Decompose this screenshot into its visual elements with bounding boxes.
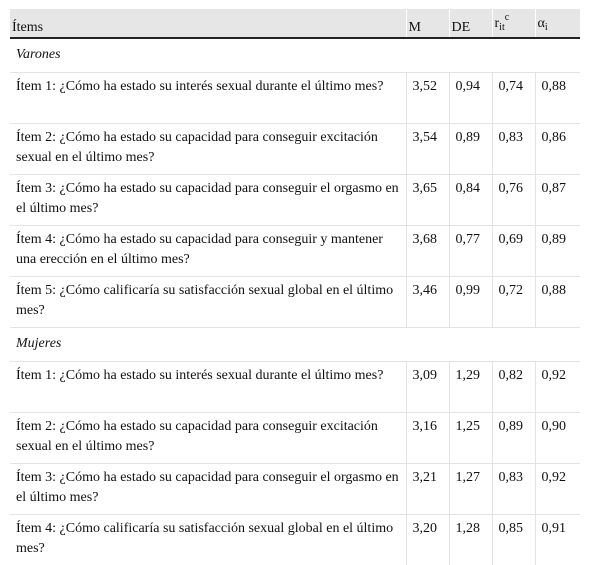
header-rit-base: r [495, 16, 500, 31]
header-m: M [406, 9, 449, 38]
header-row [10, 9, 580, 38]
cell-m: 3,54 [406, 124, 449, 175]
item-text: Ítem 4: ¿Cómo ha estado su capacidad para conseguir y mantener una erección en el último mes? [10, 226, 406, 277]
table-row [10, 277, 580, 328]
cell-m: 3,46 [406, 277, 449, 328]
table-row [10, 413, 580, 464]
table-row [10, 362, 580, 413]
cell-m: 3,65 [406, 175, 449, 226]
header-de: DE [449, 9, 492, 38]
item-text: Ítem 5: ¿Cómo calificaría su satisfacción sexual global en el último mes? [10, 277, 406, 328]
cell-ai: 0,90 [535, 413, 580, 464]
header-rit-sup: c [505, 12, 509, 23]
table-row [10, 73, 580, 124]
section-label: Varones [10, 38, 580, 73]
cell-m: 3,09 [406, 362, 449, 413]
cell-de: 1,28 [449, 515, 492, 565]
header-items: Ítems [10, 9, 406, 38]
section-label: Mujeres [10, 328, 580, 362]
cell-m: 3,21 [406, 464, 449, 515]
item-text: Ítem 2: ¿Cómo ha estado su capacidad para conseguir excitación sexual en el último mes? [10, 124, 406, 175]
cell-de: 0,94 [449, 73, 492, 124]
cell-ai: 0,89 [535, 226, 580, 277]
table-row [10, 464, 580, 515]
item-text: Ítem 1: ¿Cómo ha estado su interés sexual durante el último mes? [10, 362, 406, 413]
cell-ai: 0,92 [535, 362, 580, 413]
cell-m: 3,68 [406, 226, 449, 277]
cell-de: 1,29 [449, 362, 492, 413]
cell-rit: 0,74 [492, 73, 535, 124]
header-ai [535, 9, 580, 38]
header-ai-base: α [538, 16, 545, 31]
table-row [10, 175, 580, 226]
cell-rit: 0,72 [492, 277, 535, 328]
table-row [10, 226, 580, 277]
cell-ai: 0,86 [535, 124, 580, 175]
cell-m: 3,52 [406, 73, 449, 124]
item-text: Ítem 3: ¿Cómo ha estado su capacidad para conseguir el orgasmo en el último mes? [10, 175, 406, 226]
items-table [10, 9, 580, 565]
cell-rit: 0,83 [492, 464, 535, 515]
cell-m: 3,20 [406, 515, 449, 565]
cell-ai: 0,92 [535, 464, 580, 515]
cell-rit: 0,76 [492, 175, 535, 226]
table-row [10, 515, 580, 565]
cell-de: 1,27 [449, 464, 492, 515]
section-row-varones [10, 38, 580, 73]
cell-rit: 0,83 [492, 124, 535, 175]
section-row-mujeres [10, 328, 580, 362]
cell-ai: 0,88 [535, 73, 580, 124]
cell-rit: 0,85 [492, 515, 535, 565]
cell-de: 0,77 [449, 226, 492, 277]
cell-ai: 0,88 [535, 277, 580, 328]
header-ai-sub: i [545, 22, 548, 33]
cell-m: 3,16 [406, 413, 449, 464]
cell-de: 1,25 [449, 413, 492, 464]
cell-de: 0,84 [449, 175, 492, 226]
header-rit-sub: it [499, 22, 505, 33]
item-text: Ítem 1: ¿Cómo ha estado su interés sexual durante el último mes? [10, 73, 406, 124]
item-text: Ítem 3: ¿Cómo ha estado su capacidad para conseguir el orgasmo en el último mes? [10, 464, 406, 515]
cell-rit: 0,82 [492, 362, 535, 413]
cell-ai: 0,91 [535, 515, 580, 565]
cell-rit: 0,89 [492, 413, 535, 464]
cell-de: 0,89 [449, 124, 492, 175]
table-row [10, 124, 580, 175]
item-text: Ítem 2: ¿Cómo ha estado su capacidad para conseguir excitación sexual en el último mes? [10, 413, 406, 464]
table-container [10, 9, 580, 547]
cell-de: 0,99 [449, 277, 492, 328]
item-text: Ítem 4: ¿Cómo calificaría su satisfacción sexual global en el último mes? [10, 515, 406, 565]
cell-ai: 0,87 [535, 175, 580, 226]
header-rit [492, 9, 535, 38]
cell-rit: 0,69 [492, 226, 535, 277]
